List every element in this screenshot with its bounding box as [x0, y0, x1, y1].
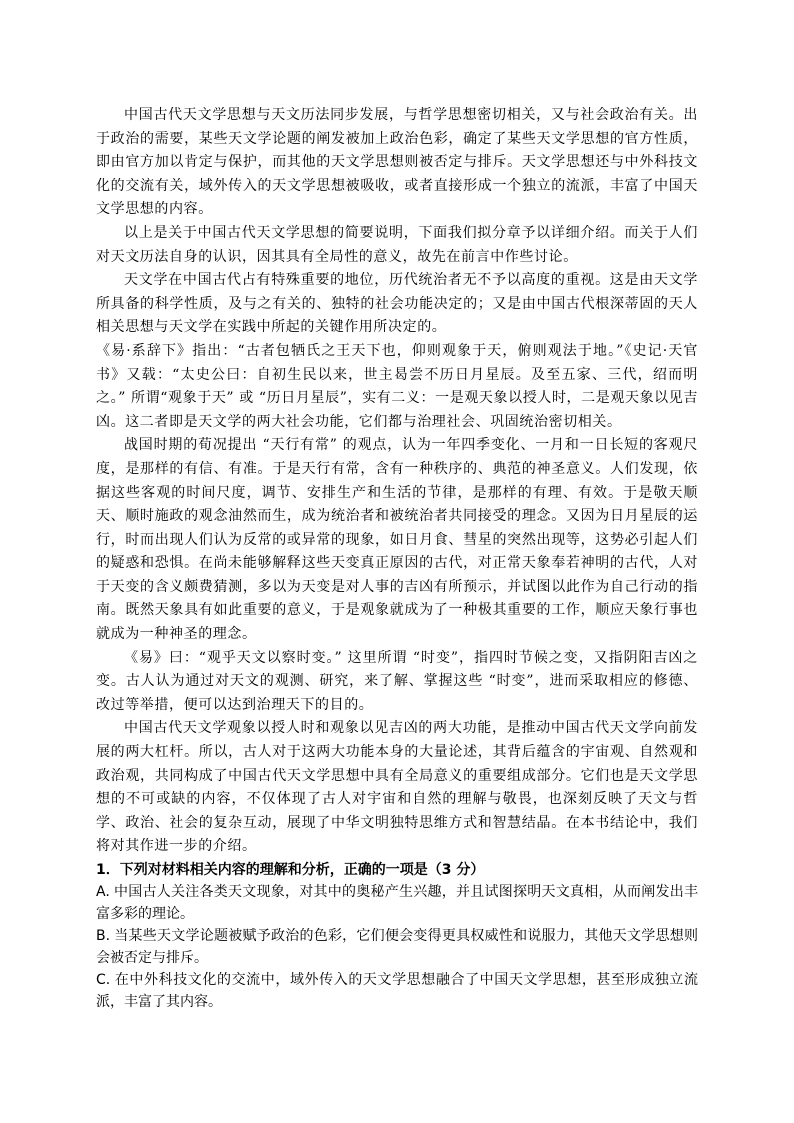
passage [96, 104, 698, 859]
option-b-letter: B. [96, 928, 111, 944]
option-b [96, 925, 698, 969]
passage-paragraph-7: 中国古代天文学观象以授人时和观象以见吉凶的两大功能，是推动中国古代天文学向前发展的两大杠杆。所以，古人对于这两大功能本身的大量论述，其背后蕴含的宇宙观、自然观和政治观，共同构成了中国古代天文学思想中具有全局意义的重要组成部分。它们也是天文学思想的不可或缺的内容，不仅体现了古人对宇宙和自然的理解与敬畏，也深刻反映了天文与哲学、政治、社会的复杂互动，展现了中华文明独特思维方式和智慧结晶。在本书结论中，我们将对其作进一步的介绍。 [96, 720, 698, 855]
passage-paragraph-2: 以上是关于中国古代天文学思想的简要说明，下面我们拟分章予以详细介绍。而关于人们对天文历法自身的认识，因其具有全局性的意义，故先在前言中作些讨论。 [96, 224, 698, 265]
passage-paragraph-4: 《易·系辞下》指出：“古者包牺氏之王天下也，仰则观象于天，俯则观法于地。”《史记·天官书》又载：“太史公曰：自初生民以来，世主曷尝不历日月星辰。及至五家、三代，绍而明之。” 所谓“观象于天” 或 “历日月星辰”，实有二义：一是观天象以授人时，二是观天象以见吉凶。这二者即是天文学的两大社会功能，它们都与治理社会、巩固统治密切相关。 [96, 342, 698, 430]
passage-paragraph-3: 天文学在中国古代占有特殊重要的地位，历代统治者无不予以高度的重视。这是由天文学所具备的科学性质，及与之有关的、独特的社会功能决定的；又是由中国古代根深蒂固的天人相关思想与天文学在实践中所起的关键作用所决定的。 [96, 272, 698, 336]
question-block [96, 859, 698, 1013]
option-a [96, 881, 698, 925]
option-a-text: 中国古人关注各类天文现象，对其中的奥秘产生兴趣，并且试图探明天文真相，从而阐发出丰富多彩的理论。 [96, 884, 698, 922]
passage-paragraph-1: 中国古代天文学思想与天文历法同步发展，与哲学思想密切相关，又与社会政治有关。出于政治的需要，某些天文学论题的阐发被加上政治色彩，确定了某些天文学思想的官方性质，即由官方加以肯定与保护，而其他的天文学思想则被否定与排斥。天文学思想还与中外科技文化的交流有关，域外传入的天文学思想被吸收，或者直接形成一个独立的流派，丰富了中国天文学思想的内容。 [96, 107, 698, 218]
document-page [96, 104, 698, 1013]
passage-paragraph-6: 《易》曰：“观乎天文以察时变。” 这里所谓 “时变”，指四时节候之变，又指阴阳吉凶之变。古人认为通过对天文的观测、研究，来了解、掌握这些 “时变”，进而采取相应的修德、改过等举措，便可以达到治理天下的目的。 [96, 649, 698, 713]
option-c-text: 在中外科技文化的交流中，域外传入的天文学思想融合了中国天文学思想，甚至形成独立流派，丰富了其内容。 [96, 972, 698, 1010]
option-b-text: 当某些天文学论题被赋予政治的色彩，它们便会变得更具权威性和说服力，其他天文学思想则会被否定与排斥。 [96, 928, 698, 966]
option-a-letter: A. [96, 884, 110, 900]
question-stem: 1．下列对材料相关内容的理解和分析，正确的一项是（3 分） [96, 862, 485, 878]
option-c-letter: C. [96, 972, 111, 988]
passage-paragraph-5: 战国时期的荀况提出 “天行有常” 的观点，认为一年四季变化、一月和一日长短的客观尺度，是那样的有信、有准。于是天行有常，含有一种秩序的、典范的神圣意义。人们发现，依据这些客观的时间尺度，调节、安排生产和生活的节律，是那样的有理、有效。于是敬天顺天、顺时施政的观念油然而生，成为统治者和被统治者共同接受的理念。又因为日月星辰的运行，时而出现人们认为反常的或异常的现象，如日月食、彗星的突然出现等，这势必引起人们的疑惑和恐惧。在尚未能够解释这些天变真正原因的古代，对正常天象奉若神明的古代，人对于天变的含义颇费猜测，多以为天变是对人事的吉凶有所预示，并试图以此作为自己行动的指南。既然天象具有如此重要的意义，于是观象就成为了一种极其重要的工作，顺应天象行事也就成为一种神圣的理念。 [96, 437, 698, 643]
option-c [96, 969, 698, 1013]
